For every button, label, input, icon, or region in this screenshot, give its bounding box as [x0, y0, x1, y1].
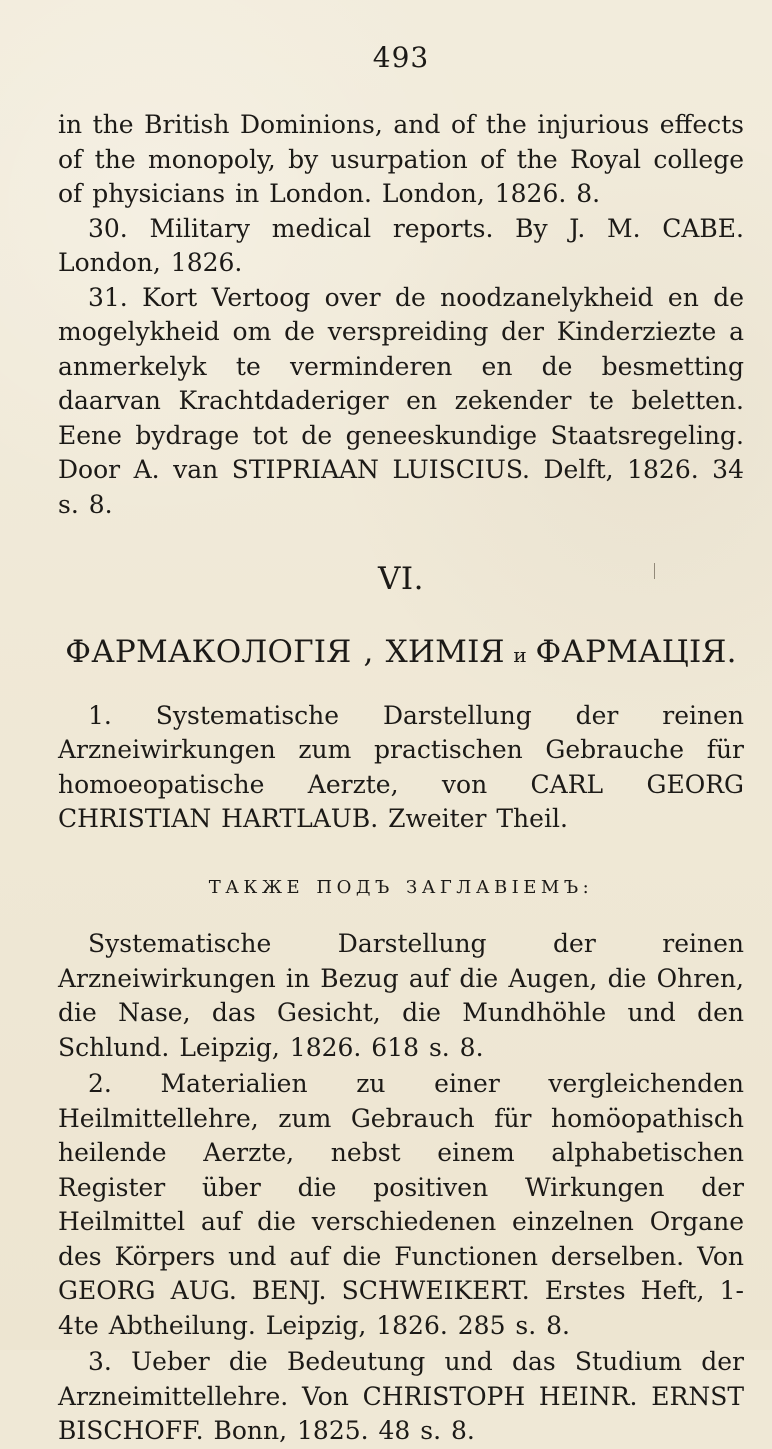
entry-continuation: in the British Dominions, and of the injurious effects of the monopoly, by usurpation of the Royal college of physicians in London. London, 1826. 8.: [58, 110, 744, 208]
section-title-part-2: ФАРМАЦІЯ.: [535, 634, 737, 670]
section-title: [58, 635, 744, 671]
entry-2: 2. Materialien zu einer vergleichenden Heilmittellehre, zum Gebrauch für homöopathisch heilende Aerzte, nebst einem alphabetischen Register über die positiven Wirkungen der Heilmittel auf die verschiedenen einzelnen Organe des Körpers und auf die Functionen derselben. Von GEORG AUG. BENJ. SCHWEIKERT. Erstes Heft, 1-4te Abtheilung. Leipzig, 1826. 285 s. 8.: [58, 1069, 744, 1340]
entry-30: 30. Military medical reports. By J. M. CABE. London, 1826.: [58, 213, 744, 277]
page-content: [58, 108, 744, 1449]
section-title-connector: и: [504, 643, 536, 667]
section-numeral: VI.: [378, 561, 424, 597]
marginal-mark: [654, 563, 655, 579]
page-number: 493: [372, 41, 430, 74]
entry-31: 31. Kort Vertoog over de noodzanelykheid en de mogelykheid om de verspreiding der Kinderziezte a anmerkelyk te verminderen en de besmetting daarvan Krachtdaderiger en zekender te beletten. Eene bydrage tot de geneeskundige Staatsregeling. Door A. van STIPRIAAN LUISCIUS. Delft, 1826. 34 s. 8.: [58, 282, 744, 519]
section-title-part-1: ФАРМАКОЛОГІЯ , ХИМІЯ: [65, 634, 505, 670]
entry-1: 1. Systematische Darstellung der reinen Arzneiwirkungen zum practischen Gebrauche für homoeopatische Aerzte, von CARL GEORG CHRISTIAN HARTLAUB. Zweiter Theil.: [58, 700, 744, 834]
entry-1-subtitle-text: Systematische Darstellung der reinen Arzneiwirkungen in Bezug auf die Augen, die Ohren, die Nase, das Gesicht, die Mundhöhle und den Schlund. Leipzig, 1826. 618 s. 8.: [58, 929, 744, 1062]
subtitle-label: ТАКЖЕ ПОДЪ ЗАГЛАВІЕМЪ:: [208, 876, 594, 898]
entry-3: 3. Ueber die Bedeutung und das Studium der Arzneimittellehre. Von CHRISTOPH HEINR. ERNST BISCHOFF. Bonn, 1825. 48 s. 8.: [58, 1347, 744, 1446]
